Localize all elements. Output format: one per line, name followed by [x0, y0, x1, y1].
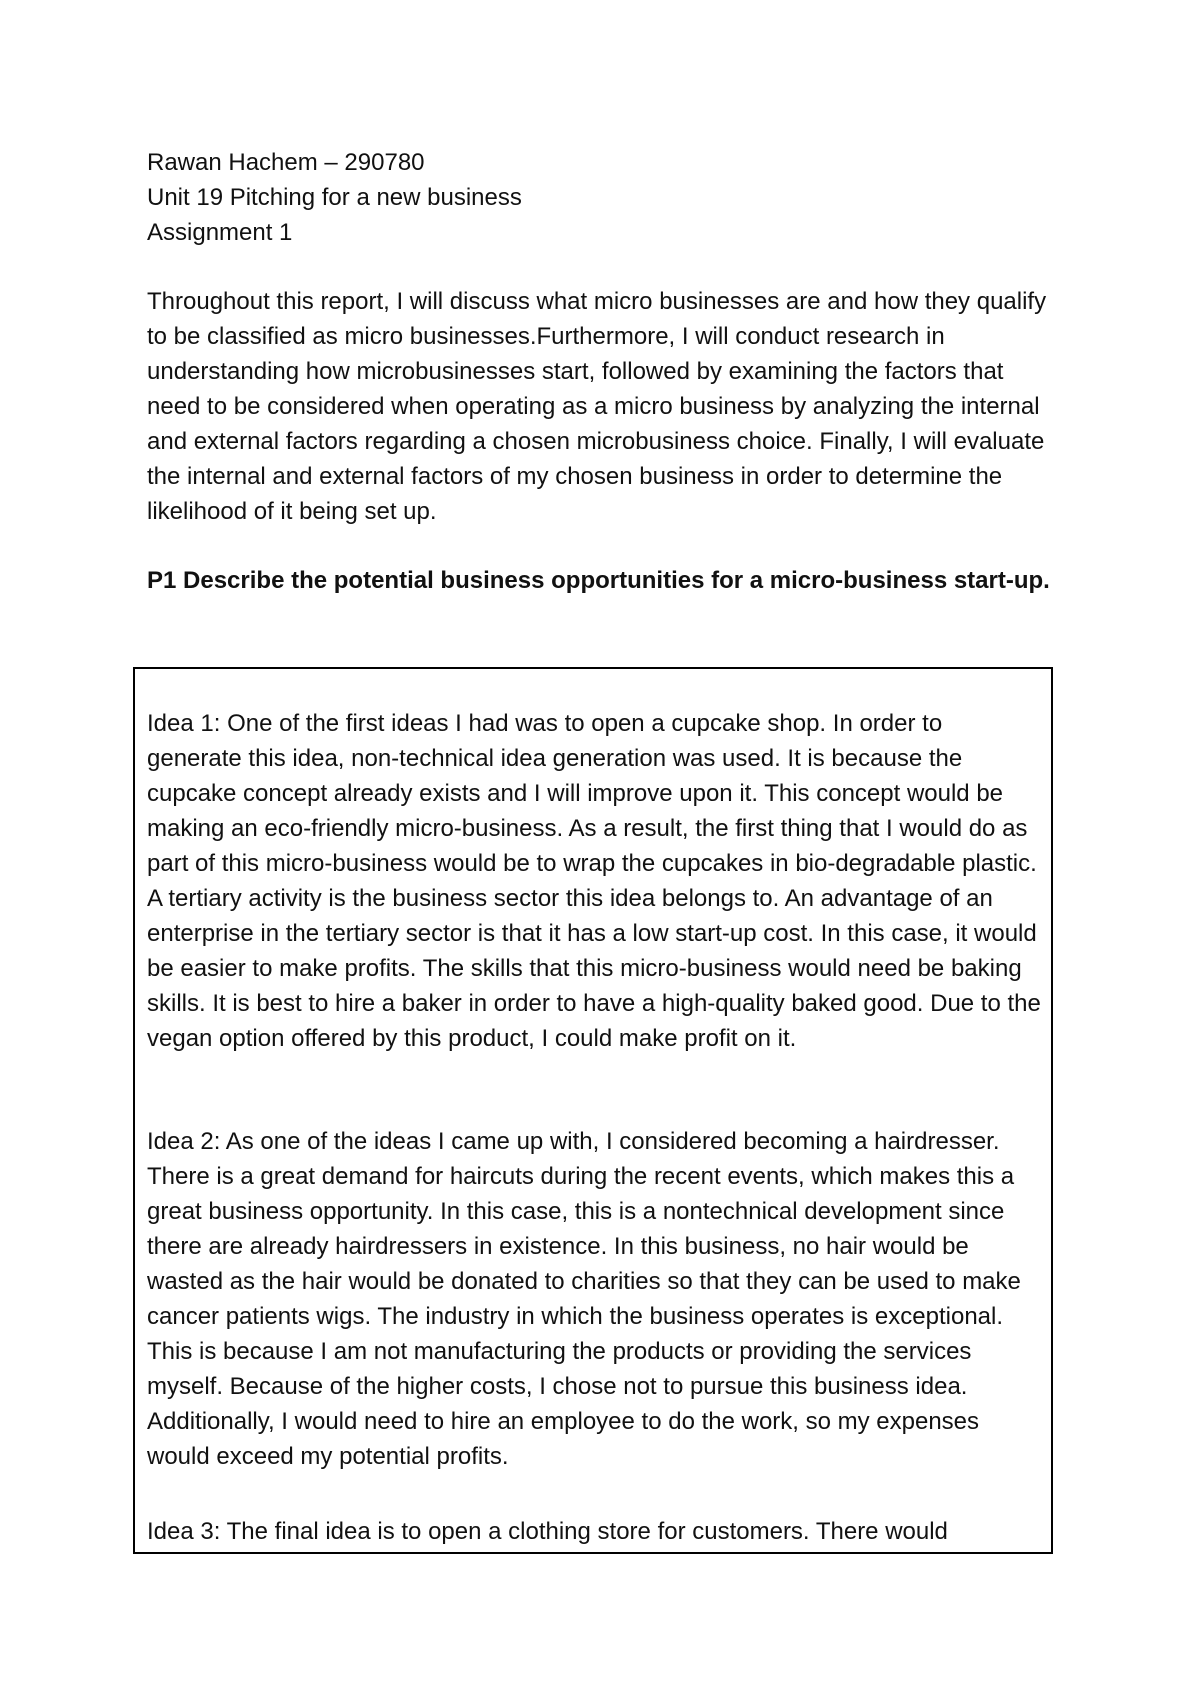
document-header	[147, 145, 1047, 250]
idea-1-cell: Idea 1: One of the first ideas I had was to open a cupcake shop. In order to generate this idea, non-technical idea generation was used. It is because the cupcake concept already exists and I will improve upon it. This concept would be making an eco-friendly micro-business. As a result, the first thing that I would do as part of this micro-business would be to wrap the cupcakes in bio-degradable plastic. A tertiary activity is the business sector this idea belongs to. An advantage of an enterprise in the tertiary sector is that it has a low start-up cost. In this case, it would be easier to make profits. The skills that this micro-business would need be baking skills. It is best to hire a baker in order to have a high-quality baked good. Due to the vegan option offered by this product, I could make profit on it.	[147, 710, 1041, 1052]
table-row	[134, 1087, 1052, 1505]
table-row	[134, 668, 1052, 1087]
assignment-line: Assignment 1	[147, 219, 293, 246]
idea-3-cell: Idea 3: The final idea is to open a clothing store for customers. There would	[147, 1518, 948, 1545]
section-heading: P1 Describe the potential business opportunities for a micro-business start-up.	[147, 567, 1050, 594]
author-line: Rawan Hachem – 290780	[147, 149, 425, 176]
table-row	[134, 1505, 1052, 1553]
ideas-table	[133, 667, 1053, 1554]
idea-2-cell: Idea 2: As one of the ideas I came up with, I considered becoming a hairdresser. There is a great demand for haircuts during the recent events, which makes this a great business opportunity. In this case, this is a nontechnical development since there are already hairdressers in existence. In this business, no hair would be wasted as the hair would be donated to charities so that they can be used to make cancer patients wigs. The industry in which the business operates is exceptional. This is because I am not manufacturing the products or providing the services myself. Because of the higher costs, I chose not to pursue this business idea. Additionally, I would need to hire an employee to do the work, so my expenses would exceed my potential profits.	[147, 1128, 1021, 1470]
unit-line: Unit 19 Pitching for a new business	[147, 184, 522, 211]
intro-paragraph: Throughout this report, I will discuss what micro businesses are and how they qualify to be classified as micro businesses.Furthermore, I will conduct research in understanding how microbusinesses start, followed by examining the factors that need to be considered when operating as a micro business by analyzing the internal and external factors regarding a chosen microbusiness choice. Finally, I will evaluate the internal and external factors of my chosen business in order to determine the likelihood of it being set up.	[147, 288, 1047, 525]
